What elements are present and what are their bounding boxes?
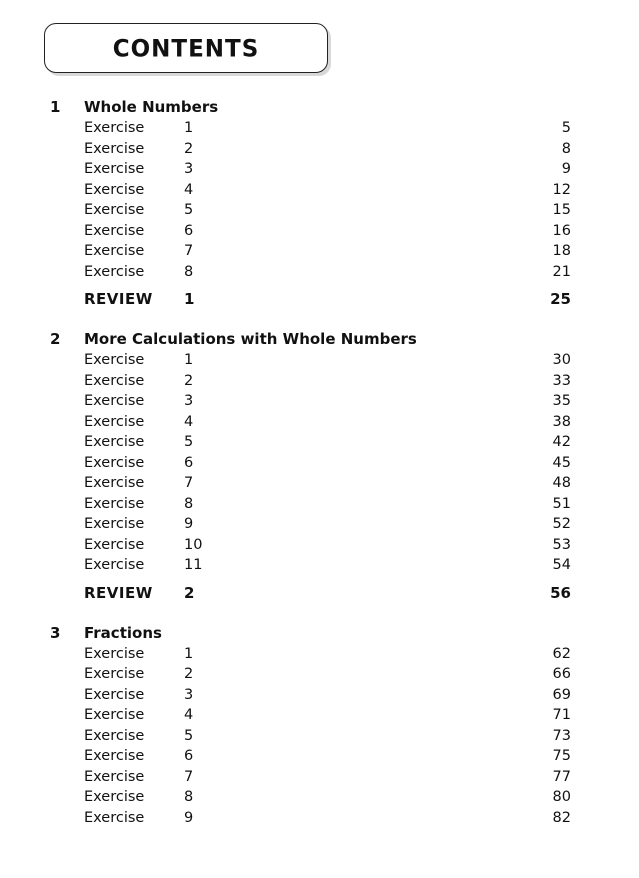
- entry-label: Exercise: [84, 352, 145, 368]
- review-number: 1: [184, 290, 195, 308]
- entry-label: Exercise: [84, 243, 145, 259]
- review-number: 2: [184, 583, 195, 602]
- section-spacer: [0, 604, 639, 623]
- review-label: REVIEW: [84, 583, 153, 602]
- entry-page-number: 45: [552, 454, 571, 471]
- entry-label: Exercise: [84, 120, 145, 136]
- chapter-section: [0, 329, 639, 604]
- entry-label: Exercise: [84, 222, 145, 239]
- chapter-heading[interactable]: [0, 329, 639, 350]
- entry-number: 4: [184, 413, 194, 430]
- entry-number: 4: [184, 707, 194, 723]
- entry-number: 5: [184, 434, 194, 450]
- toc-entry[interactable]: [0, 200, 639, 221]
- entry-page-number: 30: [552, 352, 571, 368]
- table-of-contents: [0, 97, 639, 828]
- toc-entry[interactable]: [0, 350, 639, 371]
- entry-label: Exercise: [84, 181, 145, 198]
- entry-label: Exercise: [84, 789, 145, 805]
- entry-page-number: 35: [552, 393, 571, 409]
- chapter-heading[interactable]: [0, 97, 639, 118]
- toc-entry[interactable]: [0, 262, 639, 283]
- entry-number: 6: [184, 748, 194, 764]
- entry-number: 5: [184, 202, 194, 218]
- review-entry[interactable]: [0, 288, 639, 310]
- entry-number: 10: [184, 536, 203, 553]
- entry-page-number: 33: [552, 372, 571, 389]
- chapter-number: 2: [50, 330, 61, 348]
- entry-number: 5: [184, 727, 194, 744]
- toc-entry[interactable]: [0, 787, 639, 808]
- entry-number: 2: [184, 666, 194, 682]
- entry-page-number: 42: [552, 434, 571, 450]
- chapter-heading[interactable]: [0, 623, 639, 644]
- entry-number: 8: [184, 495, 194, 512]
- toc-entry[interactable]: [0, 139, 639, 160]
- toc-entry[interactable]: [0, 159, 639, 180]
- entry-page-number: 54: [552, 557, 571, 573]
- entry-label: Exercise: [84, 413, 145, 430]
- toc-entry[interactable]: [0, 180, 639, 201]
- entry-label: Exercise: [84, 516, 145, 532]
- entry-label: Exercise: [84, 372, 145, 389]
- toc-entry[interactable]: [0, 221, 639, 242]
- toc-entry[interactable]: [0, 726, 639, 747]
- toc-entry[interactable]: [0, 535, 639, 556]
- toc-entry[interactable]: [0, 432, 639, 453]
- toc-entry[interactable]: [0, 241, 639, 262]
- entry-number: 2: [184, 372, 194, 389]
- toc-entry[interactable]: [0, 664, 639, 685]
- review-page-number: 56: [550, 583, 571, 602]
- entry-label: Exercise: [84, 748, 145, 764]
- chapter-number: 1: [50, 98, 61, 116]
- entry-label: Exercise: [84, 161, 145, 177]
- toc-entry[interactable]: [0, 808, 639, 829]
- entry-label: Exercise: [84, 645, 145, 662]
- chapter-title: Whole Numbers: [84, 98, 219, 116]
- entry-page-number: 51: [552, 495, 571, 512]
- contents-title-box: [44, 23, 328, 73]
- entry-label: Exercise: [84, 686, 145, 703]
- entry-number: 7: [184, 768, 194, 785]
- entry-label: Exercise: [84, 495, 145, 512]
- toc-entry[interactable]: [0, 494, 639, 515]
- entry-page-number: 62: [552, 645, 571, 662]
- entry-page-number: 82: [552, 809, 571, 826]
- entry-label: Exercise: [84, 707, 145, 723]
- entry-number: 1: [184, 645, 194, 662]
- toc-entry[interactable]: [0, 391, 639, 412]
- entry-number: 1: [184, 352, 194, 368]
- entry-number: 2: [184, 140, 194, 157]
- entry-number: 3: [184, 393, 194, 409]
- entry-number: 8: [184, 789, 194, 805]
- chapter-section: [0, 623, 639, 829]
- section-spacer: [0, 310, 639, 329]
- entry-number: 9: [184, 516, 194, 532]
- entry-number: 7: [184, 475, 194, 491]
- entry-number: 11: [184, 557, 203, 573]
- entry-number: 6: [184, 454, 194, 471]
- entry-label: Exercise: [84, 475, 145, 491]
- entry-page-number: 15: [552, 202, 571, 218]
- entry-number: 3: [184, 686, 194, 703]
- toc-entry[interactable]: [0, 746, 639, 767]
- entry-page-number: 53: [552, 536, 571, 553]
- entry-label: Exercise: [84, 393, 145, 409]
- entry-number: 4: [184, 181, 194, 198]
- review-label: REVIEW: [84, 290, 153, 308]
- entry-page-number: 12: [552, 181, 571, 198]
- toc-entry[interactable]: [0, 371, 639, 392]
- entry-page-number: 80: [552, 789, 571, 805]
- entry-page-number: 73: [552, 727, 571, 744]
- chapter-section: [0, 97, 639, 310]
- entry-number: 8: [184, 263, 194, 280]
- toc-entry[interactable]: [0, 767, 639, 788]
- entry-number: 1: [184, 120, 194, 136]
- entry-page-number: 38: [552, 413, 571, 430]
- entry-page-number: 75: [552, 748, 571, 764]
- entry-number: 9: [184, 809, 194, 826]
- entry-page-number: 48: [552, 475, 571, 491]
- entry-page-number: 66: [552, 666, 571, 682]
- toc-entry[interactable]: [0, 412, 639, 433]
- page-title: CONTENTS: [112, 35, 260, 63]
- entry-label: Exercise: [84, 536, 145, 553]
- entry-page-number: 16: [552, 222, 571, 239]
- entry-label: Exercise: [84, 202, 145, 218]
- review-page-number: 25: [550, 290, 571, 308]
- toc-entry[interactable]: [0, 644, 639, 665]
- entry-label: Exercise: [84, 809, 145, 826]
- entry-label: Exercise: [84, 454, 145, 471]
- entry-page-number: 71: [552, 707, 571, 723]
- entry-page-number: 8: [561, 140, 571, 157]
- entry-page-number: 52: [552, 516, 571, 532]
- entry-number: 7: [184, 243, 194, 259]
- toc-entry[interactable]: [0, 453, 639, 474]
- chapter-number: 3: [50, 623, 61, 642]
- toc-entry[interactable]: [0, 118, 639, 139]
- entry-page-number: 18: [552, 243, 571, 259]
- entry-label: Exercise: [84, 140, 145, 157]
- entry-label: Exercise: [84, 768, 145, 785]
- chapter-title: More Calculations with Whole Numbers: [84, 330, 417, 348]
- entry-page-number: 21: [552, 263, 571, 280]
- toc-entry[interactable]: [0, 514, 639, 535]
- entry-page-number: 77: [552, 768, 571, 785]
- entry-label: Exercise: [84, 263, 145, 280]
- chapter-title: Fractions: [84, 623, 162, 642]
- entry-number: 6: [184, 222, 194, 239]
- toc-entry[interactable]: [0, 705, 639, 726]
- entry-label: Exercise: [84, 727, 145, 744]
- entry-label: Exercise: [84, 557, 145, 573]
- entry-label: Exercise: [84, 666, 145, 682]
- toc-entry[interactable]: [0, 555, 639, 576]
- entry-page-number: 9: [561, 161, 571, 177]
- entry-page-number: 69: [552, 686, 571, 703]
- entry-number: 3: [184, 161, 194, 177]
- toc-entry[interactable]: [0, 473, 639, 494]
- entry-label: Exercise: [84, 434, 145, 450]
- entry-page-number: 5: [561, 120, 571, 136]
- toc-entry[interactable]: [0, 685, 639, 706]
- review-entry[interactable]: [0, 582, 639, 604]
